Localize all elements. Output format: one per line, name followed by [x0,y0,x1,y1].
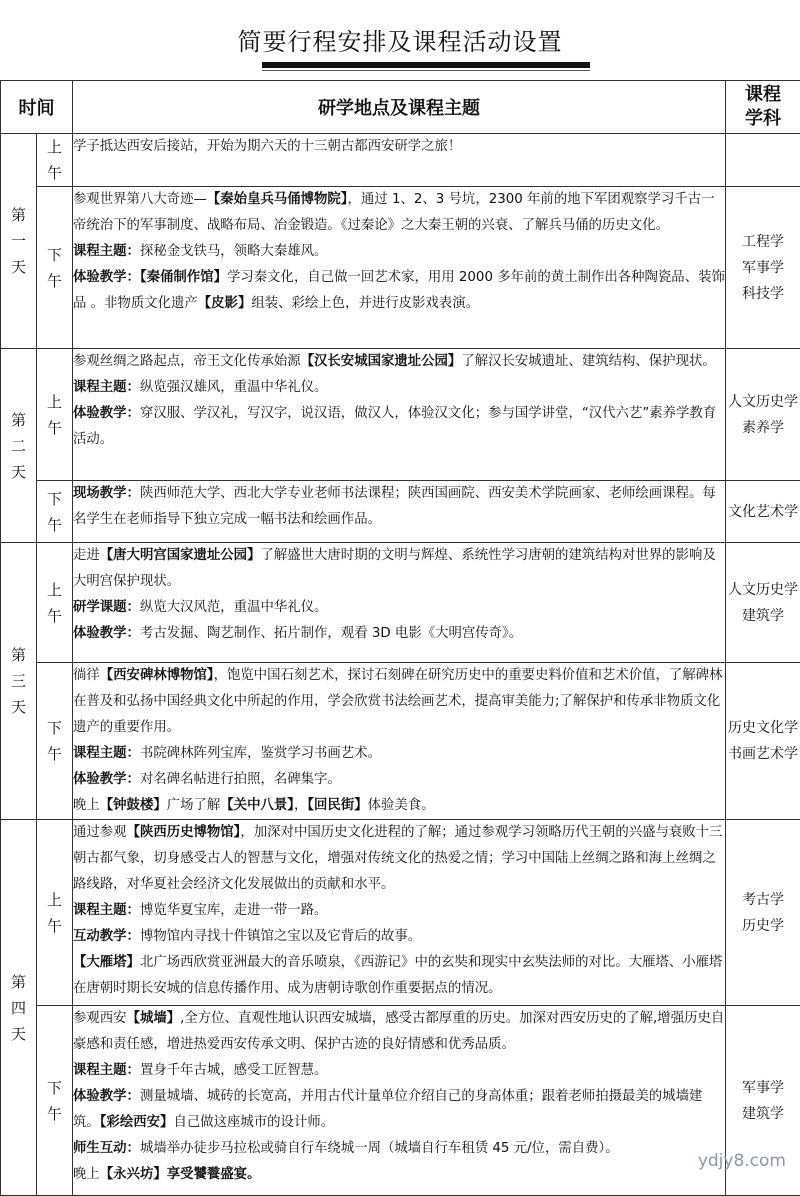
activity-content [73,481,726,543]
half-day-label [37,663,73,820]
highlight-text: 现场教学： [73,486,140,501]
highlight-text: 【唐大明宫国家遗址公园】 [100,548,261,563]
day-label-char: 第 [1,202,36,228]
activity-text: 徜徉 [73,668,100,683]
day-label-char: 天 [1,459,36,485]
activity-paragraph [73,820,725,898]
subject-cell [726,187,800,349]
highlight-text: 【关中八景】 [220,798,294,813]
subject-name: 文化艺术学 [726,499,800,525]
activity-paragraph [73,898,725,924]
activity-content [73,134,726,187]
schedule-row [1,820,800,1006]
half-day-label [37,543,73,663]
day-label-char: 三 [1,668,36,694]
half-day-label-char: 午 [37,415,72,441]
highlight-text: 【陕西历史博物馆】 [127,825,241,840]
subject-cell [726,543,800,663]
subject-name: 建筑学 [726,1101,800,1127]
highlight-text: 体验教学： [73,772,140,787]
activity-text: 考古发掘、陶艺制作、拓片制作，观看 3D 电影《大明宫传奇》。 [140,626,522,641]
activity-paragraph [73,924,725,950]
highlight-text: 【彩绘西安】 [100,1115,174,1130]
subject-name: 人文历史学 [726,577,800,603]
subject-cell [726,820,800,1006]
activity-paragraph [73,767,725,793]
header-subject-line1: 课程 [726,83,800,107]
subject-name: 历史学 [726,913,800,939]
title-underline [262,62,590,68]
day-label-char: 二 [1,433,36,459]
half-day-label [37,187,73,349]
activity-text: 学子抵达西安后接站，开始为期六天的十三朝古都西安研学之旅！ [73,139,461,154]
highlight-text: 课程主题： [73,903,140,918]
activity-paragraph [73,793,725,819]
activity-paragraph [73,595,725,621]
schedule-row [1,481,800,543]
day-label-char: 天 [1,694,36,720]
half-day-label-char: 上 [37,134,72,160]
activity-text: 学习秦文化，自己做一回艺术家，用用 2000 多年前的黄土制作出各种陶瓷品、装饰品 。非物质文化遗产 [73,270,725,311]
highlight-text: 【皮影】 [198,296,252,311]
activity-text: ，饱览中国石刻艺术，探讨石刻碑在研究历史中的重要史料价值和艺术价值，了解碑林在普及和弘扬中国经典文化中所起的作用，学会欣赏书法绘画艺术，提高审美能力;了解保护和传承非物质文化遗产的重要作用。 [73,668,722,735]
activity-content [73,543,726,663]
activity-text: 自己做这座城市的设计师。 [173,1115,334,1130]
day-label-char: 一 [1,228,36,254]
activity-text: 了解盛世大唐时期的文明与辉煌、系统性学习唐朝的建筑结构对世界的影响及大明宫保护现状。 [73,548,716,589]
activity-text: 穿汉服、学汉礼，写汉字，说汉语，做汉人，体验汉文化；参与国学讲堂，“汉代六艺”素养学教育活动。 [73,406,716,447]
activity-text: 晚上 [73,1167,100,1182]
highlight-text: 课程主题： [73,244,140,259]
activity-text: 体验美食。 [368,798,435,813]
activity-text: 博物馆内寻找十件镇馆之宝以及它背后的故事。 [140,929,421,944]
activity-content [73,663,726,820]
schedule-row [1,349,800,481]
activity-paragraph [73,663,725,741]
half-day-label-char: 上 [37,577,72,603]
highlight-text: 【秦俑制作馆】 [140,270,227,285]
activity-text: ，通过 1、2、3 号坑，2300 年前的地下军团观察学习千古一帝统治下的军事制度、战略布局、冶金锻造。《过秦论》之大秦王朝的兴衰、了解兵马俑的历史文化。 [73,192,715,233]
activity-paragraph [73,1136,725,1162]
day-label-char: 第 [1,969,36,995]
title-underline-thin [262,70,590,71]
activity-content [73,349,726,481]
half-day-label-char: 午 [37,1101,72,1127]
highlight-text: 【钟鼓楼】 [100,798,167,813]
half-day-label-char: 上 [37,389,72,415]
activity-text: 测量城墙、城砖的长宽高，并用古代计量单位介绍自己的身高体重；跟着老师拍摄最美的城墙建筑。 [73,1089,702,1130]
subject-name: 素养学 [726,415,800,441]
half-day-label [37,481,73,543]
schedule-row [1,663,800,820]
half-day-label [37,134,73,187]
subject-cell [726,663,800,820]
schedule-table [0,80,800,1196]
subject-name: 建筑学 [726,603,800,629]
subject-name: 历史文化学 [726,715,800,741]
subject-cell [726,349,800,481]
half-day-label [37,820,73,1006]
schedule-row [1,134,800,187]
subject-name: 军事学 [726,1075,800,1101]
highlight-text: 研学课题： [73,600,140,615]
half-day-label-char: 午 [37,268,72,294]
activity-text: 参观丝绸之路起点，帝王文化传承始源 [73,354,301,369]
subject-name: 工程学 [726,229,800,255]
activity-paragraph [73,481,725,533]
half-day-label [37,1006,73,1196]
activity-content [73,187,726,349]
highlight-text: 体验教学： [73,270,140,285]
activity-paragraph [73,621,725,647]
subject-name: 科技学 [726,281,800,307]
activity-text: ，加深对中国历史文化进程的了解；通过参观学习领略历代王朝的兴盛与衰败十三朝古都气象，切身感受古人的智慧与文化，增强对传统文化的热爱之情；学习中国陆上丝绸之路和海上丝绸之路线路，对华夏社会经济文化发展做出的贡献和水平。 [73,825,722,892]
activity-text: 纵览强汉雄风，重温中华礼仪。 [140,380,327,395]
activity-text: ,全方位、直观性地认识西安城墙，感受古都厚重的历史。加深对西安历史的了解,增强历史自豪感和责任感，增进热爱西安传承文明、保护古迹的良好情感和优秀品质。 [73,1011,724,1052]
day-label [1,134,37,349]
activity-text: 晚上 [73,798,100,813]
activity-text: 对名碑名帖进行拍照，名碑集字。 [140,772,341,787]
highlight-text: 体验教学： [73,406,140,421]
highlight-text: 【城墙】 [127,1011,181,1026]
activity-paragraph [73,349,725,375]
activity-text: 参观西安 [73,1011,127,1026]
day-label-char: 第 [1,407,36,433]
activity-text: ， [294,798,307,813]
activity-content [73,1006,726,1196]
day-label [1,820,37,1196]
schedule-row [1,1006,800,1196]
header-content: 研学地点及课程主题 [73,81,726,134]
subject-cell [726,481,800,543]
highlight-text: 体验教学： [73,1089,140,1104]
activity-content [73,820,726,1006]
activity-paragraph [73,239,725,265]
header-time: 时间 [1,81,73,134]
activity-text: 走进 [73,548,100,563]
day-label-char: 四 [1,995,36,1021]
activity-text: 参观世界第八大奇迹— [73,192,207,207]
subject-name: 考古学 [726,887,800,913]
day-label [1,543,37,820]
day-label [1,349,37,543]
highlight-text: 【大雁塔】 [73,955,140,970]
activity-paragraph [73,1006,725,1058]
highlight-text: 课程主题： [73,380,140,395]
activity-text: 城墙举办徒步马拉松或骑自行车绕城一周（城墙自行车租赁 45 元/位，需自费）。 [140,1141,619,1156]
half-day-label-char: 午 [37,603,72,629]
activity-paragraph [73,1084,725,1136]
subject-name: 人文历史学 [726,389,800,415]
activity-text: 博览华夏宝库，走进一带一路。 [140,903,327,918]
highlight-text: 【永兴坊】享受饕餮盛宴。 [100,1167,261,1182]
highlight-text: 【回民街】 [307,798,367,813]
activity-paragraph [73,950,725,1002]
activity-text: 北广场西欣赏亚洲最大的音乐喷泉，《西游记》中的玄奘和现实中玄奘法师的对比。大雁塔、小雁塔在唐朝时期长安城的信息传播作用、成为唐朝诗歌创作重要据点的情况。 [73,955,722,996]
activity-paragraph [73,1058,725,1084]
activity-text: 组装、彩绘上色，并进行皮影戏表演。 [251,296,479,311]
highlight-text: 【秦始皇兵马俑博物院】 [207,192,348,207]
activity-text: 纵览大汉风范，重温中华礼仪。 [140,600,327,615]
activity-paragraph [73,134,725,160]
activity-paragraph [73,265,725,317]
subject-name: 军事学 [726,255,800,281]
activity-paragraph [73,543,725,595]
half-day-label-char: 下 [37,242,72,268]
half-day-label-char: 午 [37,512,72,538]
activity-paragraph [73,741,725,767]
highlight-text: 体验教学： [73,626,140,641]
day-label-char: 天 [1,1021,36,1047]
half-day-label-char: 下 [37,1075,72,1101]
half-day-label-char: 下 [37,486,72,512]
activity-text: 探秘金戈铁马，领略大秦雄风。 [140,244,327,259]
highlight-text: 课程主题： [73,746,140,761]
day-label-char: 天 [1,254,36,280]
day-label-char: 第 [1,642,36,668]
activity-paragraph [73,1162,725,1188]
half-day-label [37,349,73,481]
schedule-row [1,187,800,349]
header-subject-line2: 学科 [726,107,800,131]
highlight-text: 师生互动： [73,1141,140,1156]
highlight-text: 课程主题： [73,1063,140,1078]
half-day-label-char: 午 [37,160,72,186]
schedule-row [1,543,800,663]
activity-text: 书院碑林阵列宝库，鉴赏学习书画艺术。 [140,746,381,761]
activity-text: 陕西师范大学、西北大学专业老师书法课程；陕西国画院、西安美术学院画家、老师绘画课程。每名学生在老师指导下独立完成一幅书法和绘画作品。 [73,486,716,527]
half-day-label-char: 午 [37,913,72,939]
highlight-text: 【西安碑林博物馆】 [100,668,214,683]
half-day-label-char: 上 [37,887,72,913]
activity-text: 置身千年古城，感受工匠智慧。 [140,1063,327,1078]
header-row [1,81,800,134]
highlight-text: 互动教学： [73,929,140,944]
highlight-text: 【汉长安城国家遗址公园】 [301,354,462,369]
activity-paragraph [73,401,725,453]
activity-text: 了解汉长安城遗址、建筑结构、保护现状。 [461,354,715,369]
activity-text: 通过参观 [73,825,127,840]
header-subject [726,81,800,134]
half-day-label-char: 下 [37,715,72,741]
activity-paragraph [73,187,725,239]
activity-paragraph [73,375,725,401]
half-day-label-char: 午 [37,741,72,767]
watermark: ydjy8.com [698,1151,786,1171]
page-title: 简要行程安排及课程活动设置 [0,22,800,57]
activity-text: 广场了解 [167,798,221,813]
subject-name: 书画艺术学 [726,741,800,767]
subject-cell [726,134,800,187]
